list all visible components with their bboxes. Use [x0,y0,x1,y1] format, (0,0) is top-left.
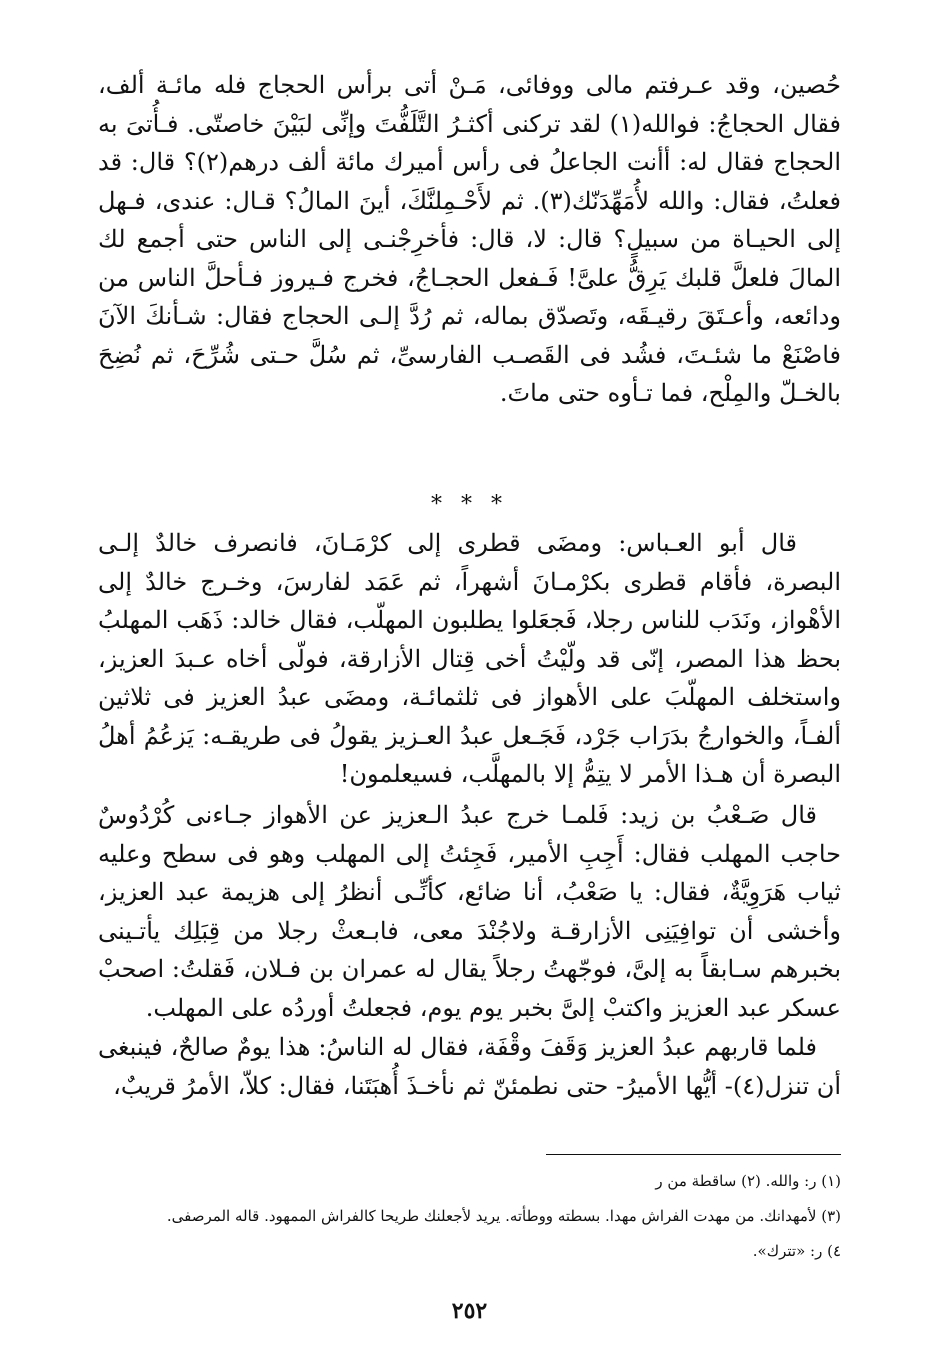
paragraph-4: فلما قاربهم عبدُ العزيز وَقَفَ وقْفَة، فقال له الناسُ: هذا يومٌ صالحٌ، فينبغى أن تنزل(٤)- أيُّها الأميرُ- حتى نطمئنّ ثم نأخـذَ أُهبَتَنا، فقال: كلاّ، الأمرُ قريبٌ، [98,1033,841,1100]
footnote-divider [546,1154,841,1155]
section-separator: * * * [431,492,508,517]
book-page [98,60,841,1350]
paragraph-1: حُصين، وقد عـرفتم مالى ووفائى، مَـنْ أتى برأس الحجاج فله مائـة ألف، فقال الحجاجُ: فوالله(١) لقد تركنى أكثـرُ التَّلَفُّتَ وإنِّى لبَيْنَ خاصتّى. فـأُتىَ به الحجاج فقال له: أأنت الجاعلُ فى رأس أميرك مائة ألف درهم(٢)؟ قال: قد فعلتُ، فقال: والله لأُمَهِّدَنّك(٣). ثم لأَحْـمِلنَّكَ، أينَ المالُ؟ قـال: عندى، فـهل إلى الحيـاة من سبيلٍ؟ قال: لا، قال: فأخرِجْنـى إلى الناس حتى أجمع لك المالَ فلعلَّ قلبك يَرِقُّ علىَّ! فَـفعل الحجـاجُ، فخرج فـيروز فـأحلَّ الناس من ودائعه، وأعـتَقَ رقيـقَه، وتَصدّق بماله، ثم رُدَّ إلـى الحجاج فقال: شـأنكَ الآنَ فاصْنَعْ ما شئـتَ، فشُد فى القَصـب الفارسىِّ، ثم سُلَّ حـتى شُرِّحَ، ثم نُضِحَ بالخـلّ والمِلْح، فما تـأوه حتى ماتَ. [98,71,842,407]
footnote-1-2: (١) ر: والله. (٢) ساقطة من ر [655,1172,841,1190]
page-number: ٢٥٢ [451,1298,488,1324]
footnote-4: ٤) ر: «تترك». [752,1242,841,1260]
footnote-3: (٣) لأمهدانك. من مهدت الفراش مهدا. بسطته ووطأته. يريد لأجعلنك طريحا كالفراش الممهود. قاله المرصفى. [166,1207,841,1225]
paragraph-3: قال صَـعْبُ بن زيد: فَلمـا خرج عبدُ الـعزيز عن الأهواز جـاءنى كُرْدُوسٌ حاجب المهلب فقال: أَجِبِ الأمير، فَجِئتُ إلى المهلب وهو فى سطح وعليه ثياب هَرَوِيَّةٌ، فقال: يا صَعْبُ، أنا ضائع، كأنِّـى أنظرُ إلى هزيمة عبد العزيز، وأخشى أن توافِيَنِى الأزارقـة ولاجُنْدَ معى، فابـعثْ رجلا من قِبَلِك يأتـينى بخبرهم سـابقاً به إلىَّ، فوجّهتُ رجلاً يقال له عمران بن فـلان، فَقلتُ: اصحبْ عسكر عبد العزيز واكتبْ إلىَّ بخبر يوم يوم، فجعلتُ أوردُه على المهلب. [98,801,841,1022]
paragraph-2: قال أبو العـباس: ومضَى قطرى إلى كرْمَـانَ، فانصرف خالدٌ إلـى البصرة، فأقام قطرى بكرْمـانَ أشهراً، ثم عَمَد لفارسَ، وخـرج خالدٌ إلى الأهْواز، ونَدَب للناس رجلا، فَجعَلوا يطلبون المهلّب، فقال خالد: ذَهَب المهلبُ بحظ هذا المصر، إنّى قد ولّيْتُ أخى قِتال الأزارقة، فولّى أخاه عـبدَ العزيز، واستخلف المهلّبَ على الأهواز فى ثلثمائـة، ومضَى عبدُ العزيز فى ثلاثين ألفـاً، والخوارجُ بدَرَاب جَرْد، فَجَـعل عبدُ العـزيز يقولُ فى طريقـه: يَزعُمُ أهلُ البصرة أن هـذا الأمر لا يتِمُّ إلا بالمهلَّب، فسيعلمون! [98,529,841,788]
